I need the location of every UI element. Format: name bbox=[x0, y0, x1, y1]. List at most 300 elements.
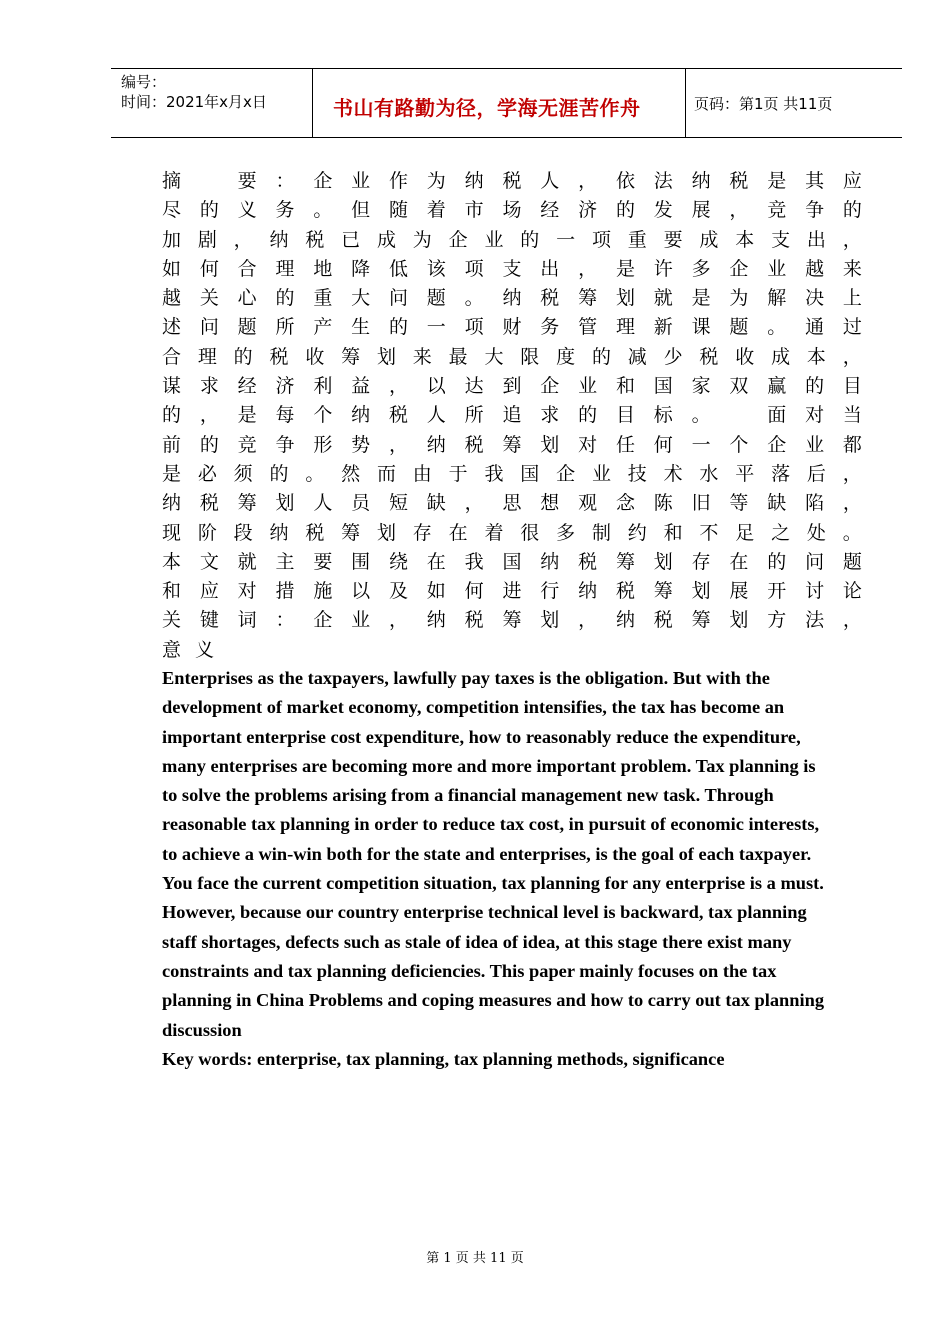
char: 税 bbox=[305, 228, 325, 251]
char: 本 bbox=[806, 345, 826, 368]
char: 的 bbox=[199, 199, 219, 222]
char: 关 bbox=[199, 287, 219, 310]
char: 尽 bbox=[162, 199, 182, 222]
char: 支 bbox=[771, 228, 791, 251]
char: 。 bbox=[691, 404, 711, 427]
char: 税 bbox=[464, 609, 484, 632]
char: 筹 bbox=[615, 550, 635, 573]
char: 开 bbox=[767, 580, 787, 603]
char: 双 bbox=[729, 375, 749, 398]
char: 随 bbox=[388, 199, 408, 222]
char: 在 bbox=[448, 521, 468, 544]
abstract-en-line: planning in China Problems and coping measures and how to carry out tax planning bbox=[162, 990, 825, 1011]
char: 平 bbox=[735, 462, 755, 485]
header-divider bbox=[685, 69, 686, 137]
char: 段 bbox=[233, 521, 253, 544]
char: 想 bbox=[540, 492, 560, 515]
char: 税 bbox=[578, 550, 598, 573]
char: 法 bbox=[805, 609, 825, 632]
char: 题 bbox=[729, 316, 749, 339]
char: 竞 bbox=[767, 199, 787, 222]
char: 落 bbox=[771, 462, 791, 485]
char: 企 bbox=[540, 375, 560, 398]
char: 经 bbox=[540, 199, 560, 222]
abstract-en-line: However, because our country enterprise technical level is backward, tax planning bbox=[162, 902, 807, 923]
abstract-chinese bbox=[162, 167, 862, 665]
char: 在 bbox=[426, 550, 446, 573]
char: 及 bbox=[388, 580, 408, 603]
char: 低 bbox=[388, 257, 408, 280]
char: 约 bbox=[627, 521, 647, 544]
char: 行 bbox=[540, 580, 560, 603]
char: 划 bbox=[540, 433, 560, 456]
char: 。 bbox=[313, 199, 333, 222]
char: 税 bbox=[269, 345, 289, 368]
char: ， bbox=[388, 609, 408, 632]
char: 是 bbox=[767, 170, 787, 192]
char: 讨 bbox=[805, 580, 825, 603]
char: 缺 bbox=[426, 492, 446, 515]
abstract-line bbox=[162, 255, 862, 284]
char: 何 bbox=[464, 580, 484, 603]
char: 势 bbox=[351, 433, 371, 456]
char: 的 bbox=[591, 345, 611, 368]
char: 国 bbox=[520, 462, 540, 485]
char: 度 bbox=[556, 345, 576, 368]
char: 业 bbox=[591, 462, 611, 485]
char: 作 bbox=[388, 170, 408, 192]
char: 划 bbox=[376, 345, 396, 368]
char: 着 bbox=[426, 199, 446, 222]
char: 题 bbox=[426, 287, 446, 310]
char: 纳 bbox=[615, 609, 635, 632]
char: ， bbox=[729, 199, 749, 222]
char: 过 bbox=[842, 316, 862, 339]
char: 纳 bbox=[269, 228, 289, 251]
char: 。 bbox=[767, 316, 787, 339]
char: 收 bbox=[735, 345, 755, 368]
char: 理 bbox=[197, 345, 217, 368]
char: 不 bbox=[699, 521, 719, 544]
char: 税 bbox=[502, 170, 522, 192]
char: 税 bbox=[729, 170, 749, 192]
char: 其 bbox=[805, 170, 825, 192]
char: 围 bbox=[351, 550, 371, 573]
char: 的 bbox=[520, 228, 540, 251]
abstract-en-line: many enterprises are becoming more and more important problem. Tax planning is bbox=[162, 755, 816, 776]
char: 何 bbox=[199, 257, 219, 280]
char: 筹 bbox=[237, 492, 257, 515]
abstract-line bbox=[162, 577, 862, 606]
char: 的 bbox=[275, 287, 295, 310]
char: 业 bbox=[805, 433, 825, 456]
abstract-en-line: You face the current competition situation, tax planning for any enterprise is a must. bbox=[162, 873, 824, 894]
char: 目 bbox=[842, 375, 862, 398]
char: 税 bbox=[388, 404, 408, 427]
char: 上 bbox=[842, 287, 862, 310]
char: 观 bbox=[578, 492, 598, 515]
char: 而 bbox=[376, 462, 396, 485]
char: 是 bbox=[162, 462, 182, 485]
char: 个 bbox=[313, 404, 333, 427]
char: 出 bbox=[806, 228, 826, 251]
char: 依 bbox=[615, 170, 635, 192]
char: ， bbox=[388, 433, 408, 456]
char: 所 bbox=[464, 404, 484, 427]
char: 来 bbox=[842, 257, 862, 280]
header-divider bbox=[312, 69, 313, 137]
char: 济 bbox=[275, 375, 295, 398]
char: 形 bbox=[313, 433, 333, 456]
char: 企 bbox=[729, 257, 749, 280]
char: 许 bbox=[653, 257, 673, 280]
abstract-line bbox=[162, 519, 862, 548]
char: ， bbox=[388, 375, 408, 398]
char bbox=[200, 167, 219, 196]
abstract-en-line: to achieve a win-win both for the state and enterprises, is the goal of each taxpayer. bbox=[162, 843, 812, 864]
char: 必 bbox=[197, 462, 217, 485]
char: 摘 bbox=[162, 170, 182, 192]
char: 筹 bbox=[341, 521, 361, 544]
char: 筹 bbox=[653, 580, 673, 603]
char: 施 bbox=[313, 580, 333, 603]
char: 水 bbox=[699, 462, 719, 485]
char: 企 bbox=[556, 462, 576, 485]
char: 企 bbox=[767, 433, 787, 456]
char: 展 bbox=[691, 199, 711, 222]
char: 降 bbox=[351, 257, 371, 280]
char: 的 bbox=[269, 462, 289, 485]
keywords-chinese-cont: 意义 bbox=[162, 638, 229, 661]
char: 绕 bbox=[388, 550, 408, 573]
char: 筹 bbox=[578, 287, 598, 310]
abstract-en-line: development of market economy, competition intensifies, the tax has become an bbox=[162, 697, 785, 718]
char: 成 bbox=[771, 345, 791, 368]
char: 税 bbox=[699, 345, 719, 368]
char: 员 bbox=[351, 492, 371, 515]
char: 由 bbox=[412, 462, 432, 485]
char: 筹 bbox=[502, 609, 522, 632]
char: 企 bbox=[313, 170, 333, 192]
char: 场 bbox=[502, 199, 522, 222]
abstract-line bbox=[162, 372, 862, 401]
char: 在 bbox=[729, 550, 749, 573]
char: 须 bbox=[233, 462, 253, 485]
char: ， bbox=[233, 228, 253, 251]
char: 成 bbox=[699, 228, 719, 251]
abstract-line bbox=[162, 284, 862, 313]
char: 人 bbox=[313, 492, 333, 515]
char: 本 bbox=[162, 550, 182, 573]
char: 念 bbox=[615, 492, 635, 515]
char: 业 bbox=[484, 228, 504, 251]
char: 如 bbox=[162, 257, 182, 280]
char: 生 bbox=[351, 316, 371, 339]
char: 论 bbox=[842, 580, 862, 603]
char: 的 bbox=[578, 404, 598, 427]
char: 题 bbox=[842, 550, 862, 573]
char: 务 bbox=[540, 316, 560, 339]
char: 筹 bbox=[341, 345, 361, 368]
char: 减 bbox=[627, 345, 647, 368]
char: ， bbox=[578, 257, 598, 280]
char: 成 bbox=[376, 228, 396, 251]
char: 业 bbox=[351, 609, 371, 632]
char: 业 bbox=[351, 170, 371, 192]
char: 大 bbox=[484, 345, 504, 368]
char: 对 bbox=[805, 404, 825, 427]
char: 求 bbox=[199, 375, 219, 398]
char: 纳 bbox=[426, 433, 446, 456]
char: 于 bbox=[448, 462, 468, 485]
char: 对 bbox=[578, 433, 598, 456]
char: 键 bbox=[199, 609, 219, 632]
abstract-line bbox=[162, 343, 862, 372]
char: 着 bbox=[484, 521, 504, 544]
char: 理 bbox=[615, 316, 635, 339]
char: 要 bbox=[237, 170, 257, 192]
char: 筹 bbox=[502, 433, 522, 456]
abstract-en-line: to solve the problems arising from a financial management new task. Through bbox=[162, 785, 774, 806]
char: 为 bbox=[426, 170, 446, 192]
char: 支 bbox=[502, 257, 522, 280]
char: 的 bbox=[162, 404, 182, 427]
char: 税 bbox=[540, 287, 560, 310]
char: ， bbox=[842, 228, 862, 251]
char: 目 bbox=[615, 404, 635, 427]
char: 短 bbox=[388, 492, 408, 515]
char: 措 bbox=[275, 580, 295, 603]
char: 剧 bbox=[197, 228, 217, 251]
char: 决 bbox=[805, 287, 825, 310]
abstract-english bbox=[162, 664, 862, 1074]
char: 一 bbox=[691, 433, 711, 456]
char: 最 bbox=[448, 345, 468, 368]
char: 制 bbox=[591, 521, 611, 544]
char: 经 bbox=[237, 375, 257, 398]
char: 主 bbox=[275, 550, 295, 573]
char: 合 bbox=[162, 345, 182, 368]
char: ， bbox=[842, 345, 862, 368]
char: 法 bbox=[653, 170, 673, 192]
char: 都 bbox=[842, 433, 862, 456]
char: 业 bbox=[767, 257, 787, 280]
char: 项 bbox=[464, 316, 484, 339]
char: 企 bbox=[448, 228, 468, 251]
char: 纳 bbox=[540, 550, 560, 573]
abstract-en-line: reasonable tax planning in order to reduce tax cost, in pursuit of economic interests, bbox=[162, 814, 820, 835]
char: ， bbox=[842, 462, 862, 485]
char: 义 bbox=[237, 199, 257, 222]
char: 何 bbox=[653, 433, 673, 456]
char: 谋 bbox=[162, 375, 182, 398]
char: 题 bbox=[237, 316, 257, 339]
char: 理 bbox=[275, 257, 295, 280]
char: 前 bbox=[162, 433, 182, 456]
char: 如 bbox=[426, 580, 446, 603]
char: 是 bbox=[237, 404, 257, 427]
char: 方 bbox=[767, 609, 787, 632]
char: 该 bbox=[426, 257, 446, 280]
char: 解 bbox=[767, 287, 787, 310]
char: ， bbox=[464, 492, 484, 515]
char: 足 bbox=[735, 521, 755, 544]
char: 家 bbox=[691, 375, 711, 398]
char: 通 bbox=[805, 316, 825, 339]
char: 到 bbox=[502, 375, 522, 398]
char: 人 bbox=[540, 170, 560, 192]
char: 人 bbox=[426, 404, 446, 427]
char: 项 bbox=[464, 257, 484, 280]
abstract-line bbox=[162, 167, 862, 196]
abstract-line bbox=[162, 548, 862, 577]
char: 的 bbox=[199, 433, 219, 456]
char: 纳 bbox=[502, 287, 522, 310]
char: 企 bbox=[313, 609, 333, 632]
char: 处 bbox=[806, 521, 826, 544]
char: 技 bbox=[627, 462, 647, 485]
char: 划 bbox=[729, 609, 749, 632]
char: 心 bbox=[237, 287, 257, 310]
char: 是 bbox=[691, 287, 711, 310]
char: 争 bbox=[275, 433, 295, 456]
char: 管 bbox=[578, 316, 598, 339]
char: 济 bbox=[578, 199, 598, 222]
char: 。 bbox=[464, 287, 484, 310]
char: 纳 bbox=[464, 170, 484, 192]
char: 产 bbox=[313, 316, 333, 339]
char: 现 bbox=[162, 521, 182, 544]
abstract-line bbox=[162, 196, 862, 225]
header-motto: 书山有路勤为径，学海无涯苦作舟 bbox=[333, 96, 641, 120]
char: 多 bbox=[691, 257, 711, 280]
char: 每 bbox=[275, 404, 295, 427]
char: 项 bbox=[591, 228, 611, 251]
char: 后 bbox=[806, 462, 826, 485]
char: 以 bbox=[351, 580, 371, 603]
char: 词 bbox=[237, 609, 257, 632]
char: 要 bbox=[313, 550, 333, 573]
char: 陷 bbox=[805, 492, 825, 515]
char: 达 bbox=[464, 375, 484, 398]
char: 出 bbox=[540, 257, 560, 280]
char: ： bbox=[275, 609, 295, 632]
char: 纳 bbox=[578, 580, 598, 603]
abstract-line bbox=[162, 460, 862, 489]
char: 多 bbox=[556, 521, 576, 544]
char: 赢 bbox=[767, 375, 787, 398]
header-page-info: 页码：第1页 共11页 bbox=[694, 95, 833, 113]
doc-number-label: 编号： bbox=[121, 73, 167, 91]
char: 重 bbox=[627, 228, 647, 251]
char: 划 bbox=[653, 550, 673, 573]
char: 一 bbox=[556, 228, 576, 251]
char: 问 bbox=[805, 550, 825, 573]
char: 少 bbox=[663, 345, 683, 368]
char: 以 bbox=[426, 375, 446, 398]
char: 税 bbox=[464, 433, 484, 456]
char: 展 bbox=[729, 580, 749, 603]
char: 国 bbox=[653, 375, 673, 398]
char: 收 bbox=[305, 345, 325, 368]
char: 国 bbox=[502, 550, 522, 573]
char: 限 bbox=[520, 345, 540, 368]
doc-time-label: 时间：2021年x月x日 bbox=[121, 93, 267, 111]
char bbox=[729, 401, 748, 430]
char: 阶 bbox=[197, 521, 217, 544]
char: 纳 bbox=[351, 404, 371, 427]
abstract-line bbox=[162, 226, 862, 255]
char: ， bbox=[842, 609, 862, 632]
char: 我 bbox=[484, 462, 504, 485]
char: 对 bbox=[237, 580, 257, 603]
char: 纳 bbox=[691, 170, 711, 192]
char: 合 bbox=[237, 257, 257, 280]
char: 面 bbox=[767, 404, 787, 427]
char: 问 bbox=[388, 287, 408, 310]
char: ： bbox=[275, 170, 295, 192]
char: 术 bbox=[663, 462, 683, 485]
abstract-line bbox=[162, 313, 862, 342]
char: 文 bbox=[199, 550, 219, 573]
char: 的 bbox=[388, 316, 408, 339]
char: 划 bbox=[275, 492, 295, 515]
char: 市 bbox=[464, 199, 484, 222]
abstract-en-line: important enterprise cost expenditure, how to reasonably reduce the expenditure, bbox=[162, 726, 801, 747]
char: ， bbox=[578, 609, 598, 632]
char: 纳 bbox=[426, 609, 446, 632]
char: 缺 bbox=[767, 492, 787, 515]
keywords-chinese bbox=[162, 606, 862, 635]
char: 应 bbox=[842, 170, 862, 192]
char: 划 bbox=[376, 521, 396, 544]
char: 纳 bbox=[162, 492, 182, 515]
char: 。 bbox=[305, 462, 325, 485]
char: 进 bbox=[502, 580, 522, 603]
abstract-en-line: staff shortages, defects such as stale of idea of idea, at this stage there exist many bbox=[162, 931, 792, 952]
char: 关 bbox=[162, 609, 182, 632]
char: 越 bbox=[162, 287, 182, 310]
char: 本 bbox=[735, 228, 755, 251]
char: ， bbox=[842, 492, 862, 515]
char: 竞 bbox=[237, 433, 257, 456]
page-footer: 第 1 页 共 11 页 bbox=[426, 1251, 524, 1266]
char: 所 bbox=[275, 316, 295, 339]
char: 的 bbox=[805, 375, 825, 398]
char: 。 bbox=[842, 521, 862, 544]
char: 的 bbox=[615, 199, 635, 222]
char: 发 bbox=[653, 199, 673, 222]
char: 新 bbox=[653, 316, 673, 339]
char: 存 bbox=[412, 521, 432, 544]
char: 追 bbox=[502, 404, 522, 427]
abstract-en-line: Enterprises as the taxpayers, lawfully pay taxes is the obligation. But with the bbox=[162, 668, 770, 688]
char: 就 bbox=[653, 287, 673, 310]
char: 是 bbox=[615, 257, 635, 280]
char: 为 bbox=[729, 287, 749, 310]
char: 思 bbox=[502, 492, 522, 515]
char: 旧 bbox=[691, 492, 711, 515]
char: 和 bbox=[663, 521, 683, 544]
char: 税 bbox=[305, 521, 325, 544]
char: 重 bbox=[313, 287, 333, 310]
char: 一 bbox=[426, 316, 446, 339]
char: 划 bbox=[615, 287, 635, 310]
abstract-en-line: constraints and tax planning deficiencies. This paper mainly focuses on the tax bbox=[162, 960, 777, 981]
char: 的 bbox=[233, 345, 253, 368]
char: 之 bbox=[771, 521, 791, 544]
char: 课 bbox=[691, 316, 711, 339]
